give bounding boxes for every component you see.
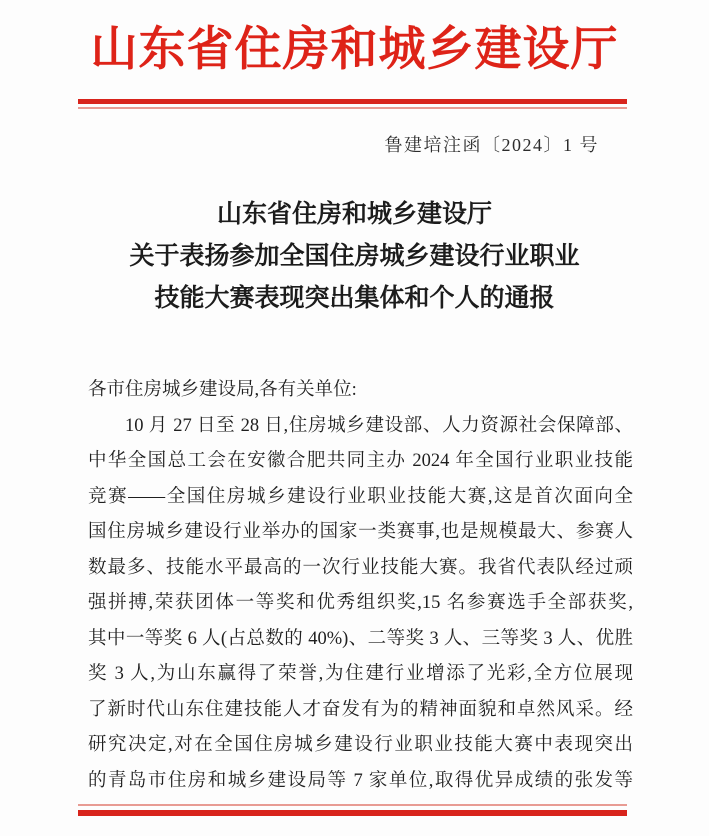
agency-masthead-title: 山东省住房和城乡建设厅 [90, 24, 619, 76]
masthead-rule [78, 99, 627, 109]
document-body [88, 373, 633, 799]
footer-rule [78, 804, 627, 816]
body-text-line: 奖 3 人,为山东赢得了荣誉,为住建行业增添了光彩,全方位展现 [88, 664, 633, 684]
title-line-1: 山东省住房和城乡建设厅 [216, 201, 492, 228]
masthead-rule-thick [78, 99, 627, 104]
footer-rule-thin [78, 804, 627, 806]
body-text-line: 强拼搏,荣获团体一等奖和优秀组织奖,15 名参赛选手全部获奖, [88, 593, 633, 613]
body-text-line: 其中一等奖 6 人(占总数的 40%)、二等奖 3 人、三等奖 3 人、优胜 [88, 628, 633, 649]
body-text-line: 数最多、技能水平最高的一次行业技能大赛。我省代表队经过顽 [88, 557, 633, 578]
body-text-line: 竞赛——全国住房城乡建设行业职业技能大赛,这是首次面向全 [88, 486, 633, 507]
body-text-line: 了新时代山东住建技能人才奋发有为的精神面貌和卓然风采。经 [88, 699, 633, 720]
title-line-3: 技能大赛表现突出集体和个人的通报 [154, 285, 555, 312]
masthead-rule-thin [78, 107, 627, 109]
body-text-line: 研究决定,对在全国住房城乡建设行业职业技能大赛中表现突出 [88, 735, 633, 755]
footer-rule-thick [78, 810, 627, 816]
document-title [40, 194, 669, 320]
salutation-line: 各市住房城乡建设局,各有关单位: [88, 380, 357, 400]
document-number: 鲁建培注函〔2024〕1 号 [384, 135, 599, 155]
body-text-line: 10 月 27 日至 28 日,住房城乡建设部、人力资源社会保障部、 [125, 415, 633, 436]
body-text-line: 中华全国总工会在安徽合肥共同主办 2024 年全国行业职业技能 [88, 451, 633, 471]
body-text-line: 国住房城乡建设行业举办的国家一类赛事,也是规模最大、参赛人 [88, 522, 633, 542]
title-line-2: 关于表扬参加全国住房城乡建设行业职业 [129, 243, 580, 270]
body-text-line: 的青岛市住房和城乡建设局等 7 家单位,取得优异成绩的张发等 [88, 770, 633, 791]
